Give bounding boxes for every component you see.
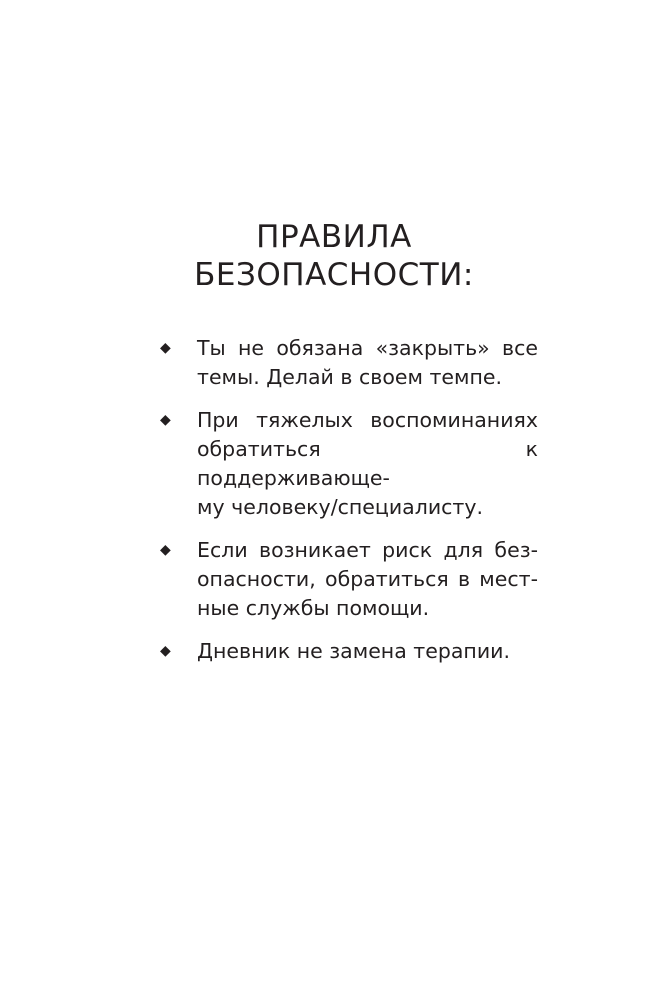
rule-line: темы. Делай в своем темпе.: [197, 365, 503, 389]
rule-line: опасности, обратиться в мест-: [197, 567, 538, 591]
rule-line: ные службы помощи.: [197, 596, 430, 620]
safety-rule-1: [160, 334, 538, 392]
rule-line: Если возникает риск для без-: [197, 538, 538, 562]
diamond-bullet-icon: ◆: [160, 643, 171, 659]
safety-rules-list: [160, 334, 538, 680]
rule-line: Ты не обязана «закрыть» все: [197, 336, 538, 360]
safety-rule-4: [160, 637, 538, 666]
rule-line: обратиться к поддерживающе-: [197, 437, 538, 490]
page-title-line-2: БЕЗОПАСНОСТИ:: [194, 257, 474, 293]
diamond-bullet-icon: ◆: [160, 412, 171, 428]
rule-line: Дневник не замена терапии.: [197, 639, 510, 663]
diamond-bullet-icon: ◆: [160, 542, 171, 558]
diamond-bullet-icon: ◆: [160, 340, 171, 356]
safety-rule-3: [160, 536, 538, 623]
page-title: [0, 218, 668, 294]
rule-line: му человеку/специалисту.: [197, 495, 484, 519]
rule-line: При тяжелых воспоминаниях: [197, 408, 538, 432]
safety-rule-2: [160, 406, 538, 522]
page-title-line-1: ПРАВИЛА: [256, 219, 412, 255]
